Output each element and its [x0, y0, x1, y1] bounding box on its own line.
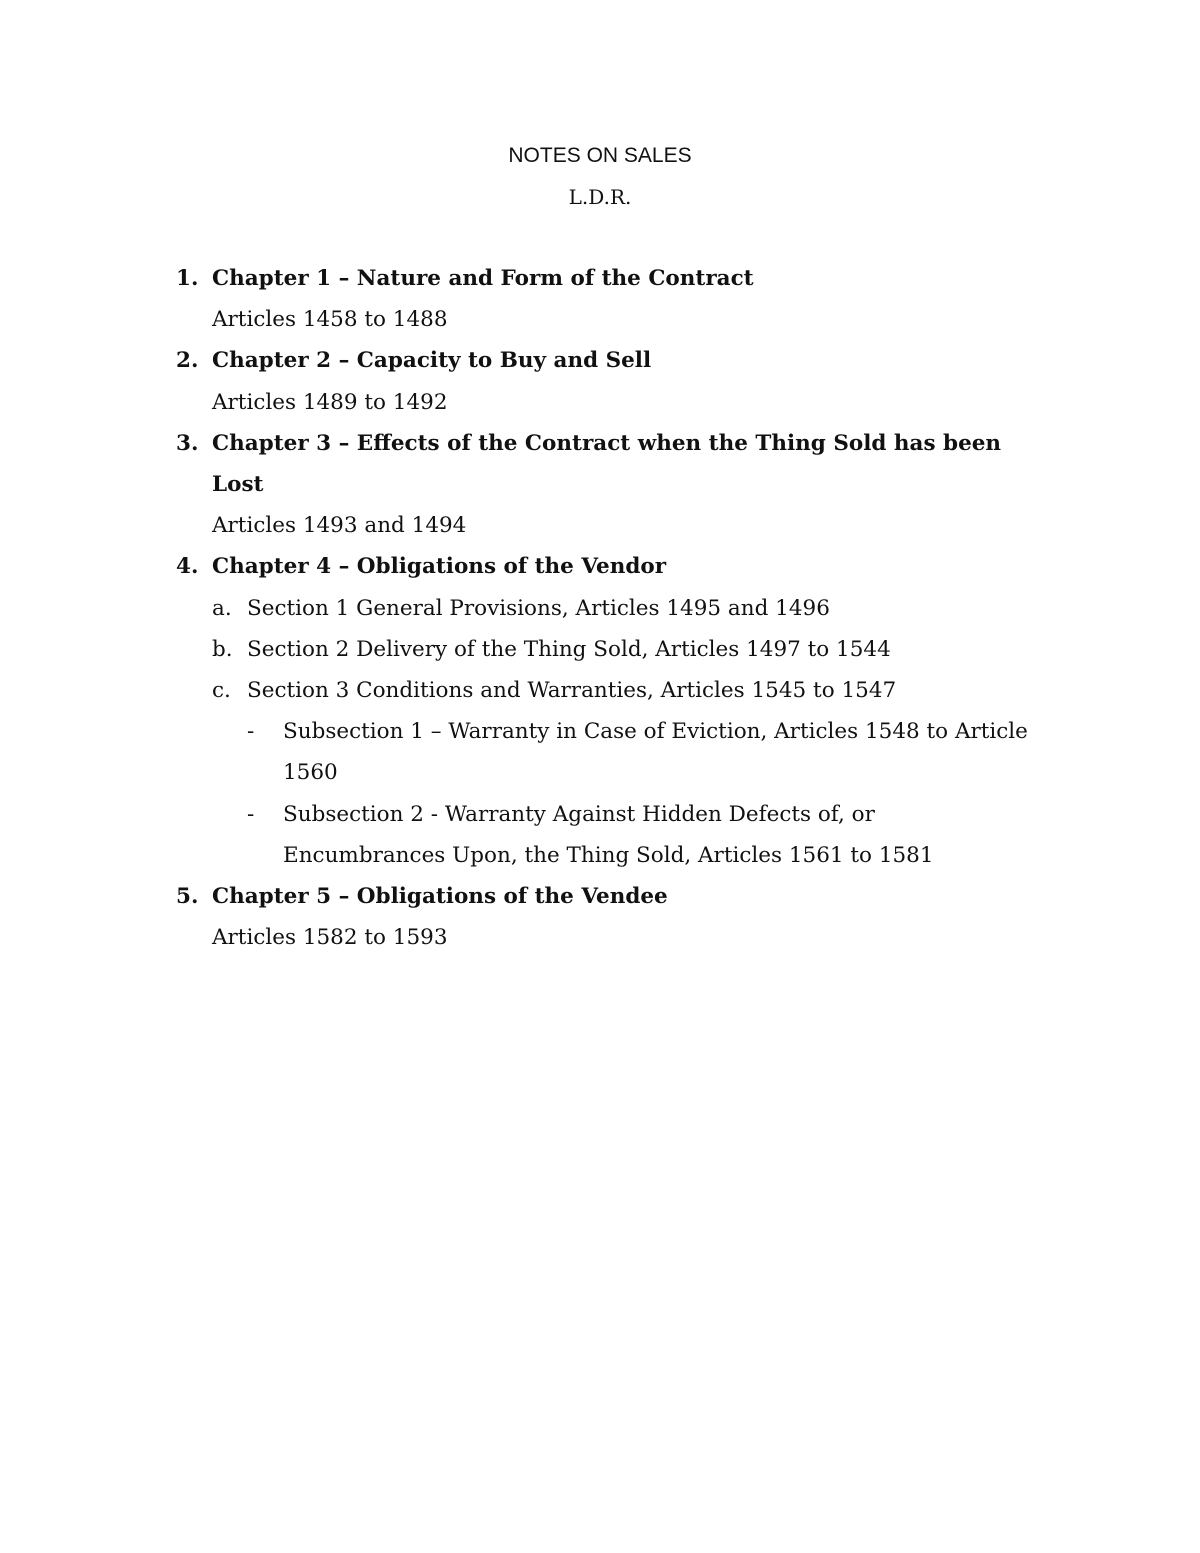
chapter-2 [176, 340, 1036, 422]
section-text: Section 3 Conditions and Warranties, Articles 1545 to 1547 [247, 678, 897, 704]
section-item [176, 670, 1036, 711]
chapter-1-heading-row [176, 258, 1036, 299]
chapter-heading: Chapter 5 – Obligations of the Vendee [212, 884, 668, 910]
subsection-dash: - [247, 719, 255, 745]
chapter-2-heading-row [176, 340, 1036, 381]
chapter-number: 5. [176, 884, 199, 910]
chapter-outline [176, 258, 1036, 958]
chapter-heading: Chapter 1 – Nature and Form of the Contract [212, 266, 754, 291]
chapter-5 [176, 876, 1036, 958]
chapter-5-heading-row [176, 876, 1036, 917]
chapter-number: 1. [176, 266, 199, 291]
chapter-articles: Articles 1489 to 1492 [212, 389, 448, 415]
chapter-heading: Chapter 3 – Effects of the Contract when the Thing Sold has been Lost [212, 430, 1002, 498]
chapter-1 [176, 258, 1036, 340]
section-text: Section 1 General Provisions, Articles 1495 and 1496 [247, 595, 830, 621]
chapter-articles: Articles 1458 to 1488 [212, 307, 448, 333]
chapter-4-heading-row [176, 546, 1036, 587]
chapter-articles: Articles 1582 to 1593 [212, 925, 448, 951]
chapter-4 [176, 546, 1036, 876]
chapter-3-heading-row [176, 423, 1036, 505]
subsection-item [176, 794, 1036, 876]
chapter-number: 2. [176, 348, 199, 374]
document-author: L.D.R. [568, 185, 632, 209]
section-letter: a. [212, 595, 232, 621]
chapter-heading: Chapter 4 – Obligations of the Vendor [212, 554, 667, 580]
chapter-articles: Articles 1493 and 1494 [212, 513, 467, 539]
subsection-text: Subsection 2 - Warranty Against Hidden Defects of, or Encumbrances Upon, the Thing Sold, Articles 1561 to 1581 [283, 801, 934, 868]
section-letter: b. [212, 636, 233, 662]
subsection-item [176, 711, 1036, 793]
subsection-dash: - [247, 801, 255, 827]
document-title: NOTES ON SALES [508, 144, 692, 167]
chapter-number: 3. [176, 430, 199, 456]
section-text: Section 2 Delivery of the Thing Sold, Articles 1497 to 1544 [247, 636, 891, 662]
chapter-number: 4. [176, 554, 199, 580]
chapter-heading: Chapter 2 – Capacity to Buy and Sell [212, 348, 652, 374]
subsection-text: Subsection 1 – Warranty in Case of Eviction, Articles 1548 to Article 1560 [283, 719, 1028, 786]
section-item [176, 588, 1036, 629]
chapter-3 [176, 423, 1036, 547]
section-item [176, 629, 1036, 670]
section-letter: c. [212, 678, 231, 704]
